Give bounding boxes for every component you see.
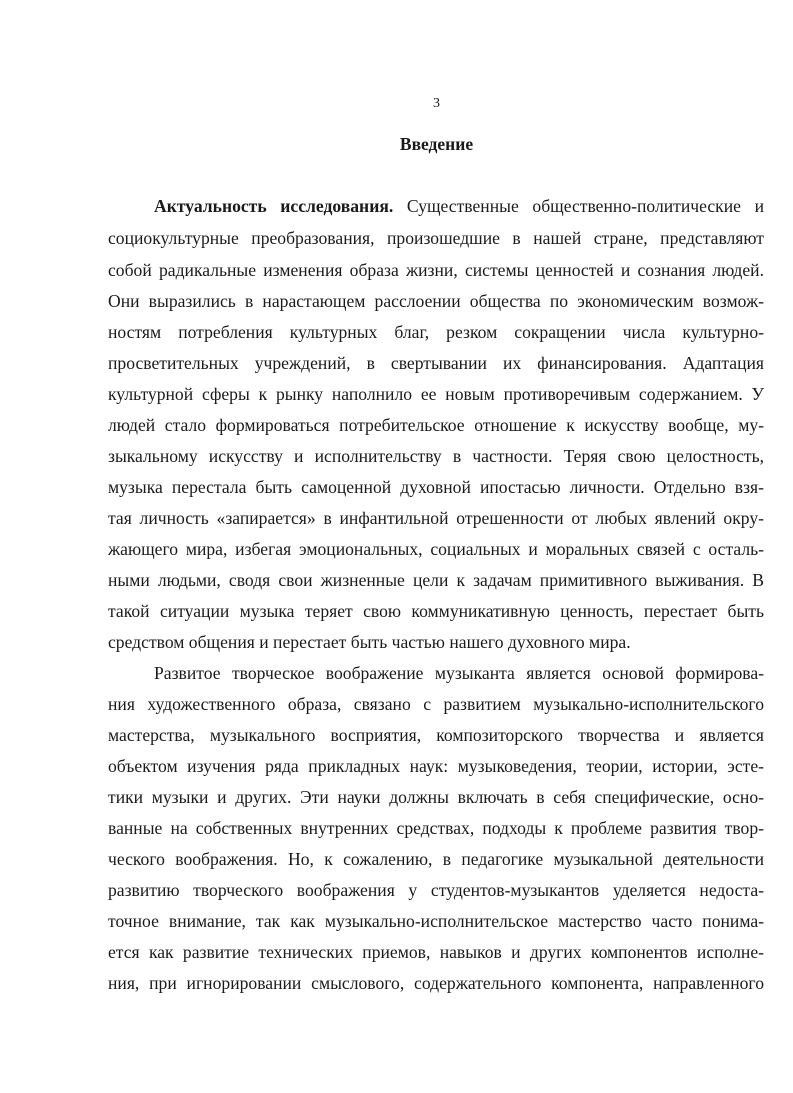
paragraph-2-line: развитию творческого воображения у студентов-музыкантов уделяется недоста- xyxy=(108,880,764,900)
section-heading: Введение xyxy=(399,134,474,154)
paragraph-1-line: зыкальному искусству и исполнительству в частности. Теряя свою целостность, xyxy=(108,446,764,466)
paragraph-1-line: социокультурные преобразования, произошедшие в нашей стране, представляют xyxy=(108,228,764,248)
paragraph-2-line: точное внимание, так как музыкально-исполнительское мастерство часто понима- xyxy=(108,911,764,931)
paragraph-2-line: ния, при игнорировании смыслового, содержательного компонента, направленного xyxy=(108,973,764,993)
paragraph-2-line: Развитое творческое воображение музыканта является основой формирова- xyxy=(154,663,764,683)
paragraph-1-line: людей стало формироваться потребительское отношение к искусству вообще, му- xyxy=(108,415,764,435)
paragraph-1-line: культурной сферы к рынку наполнило ее новым противоречивым содержанием. У xyxy=(108,384,764,404)
paragraph-1-line: средством общения и перестает быть частью нашего духовного мира. xyxy=(108,632,631,652)
paragraph-1-line-text: Существенные общественно-политические и xyxy=(393,196,765,216)
paragraph-2-line: ется как развитие технических приемов, навыков и других компонентов исполне- xyxy=(108,942,764,962)
paragraph-2-line: тики музыки и других. Эти науки должны включать в себя специфические, осно- xyxy=(108,787,764,807)
paragraph-1-line: просветительных учреждений, в свертывании их финансирования. Адаптация xyxy=(108,353,764,373)
page-number: 3 xyxy=(433,96,440,111)
paragraph-1-line: собой радикальные изменения образа жизни, системы ценностей и сознания людей. xyxy=(108,260,764,280)
paragraph-1-line: такой ситуации музыка теряет свою коммуникативную ценность, перестает быть xyxy=(108,601,764,621)
paragraph-2-line: ния художественного образа, связано с развитием музыкально-исполнительского xyxy=(108,694,764,714)
paragraph-2-line: ванные на собственных внутренних средствах, подходы к проблеме развития твор- xyxy=(108,818,764,838)
paragraph-1-line: ностям потребления культурных благ, резком сокращении числа культурно- xyxy=(108,322,764,342)
paragraph-2-line: мастерства, музыкального восприятия, композиторского творчества и является xyxy=(108,725,764,745)
paragraph-lead: Актуальность исследования. xyxy=(154,196,394,216)
paragraph-1-line: музыка перестала быть самоценной духовной ипостасью личности. Отдельно взя- xyxy=(108,477,764,497)
paragraph-2-line: ческого воображения. Но, к сожалению, в педагогике музыкальной деятельности xyxy=(108,849,764,869)
paragraph-2-line: объектом изучения ряда прикладных наук: музыковедения, теории, истории, эсте- xyxy=(108,756,764,776)
paragraph-1-line: ными людьми, сводя свои жизненные цели к задачам примитивного выживания. В xyxy=(108,570,764,590)
paragraph-1-line: тая личность «запирается» в инфантильной отрешенности от любых явлений окру- xyxy=(108,508,764,528)
paragraph-1-line: жающего мира, избегая эмоциональных, социальных и моральных связей с осталь- xyxy=(108,539,764,559)
paragraph-1-line xyxy=(154,196,764,216)
paragraph-1-line: Они выразились в нарастающем расслоении общества по экономическим возмож- xyxy=(108,291,764,311)
